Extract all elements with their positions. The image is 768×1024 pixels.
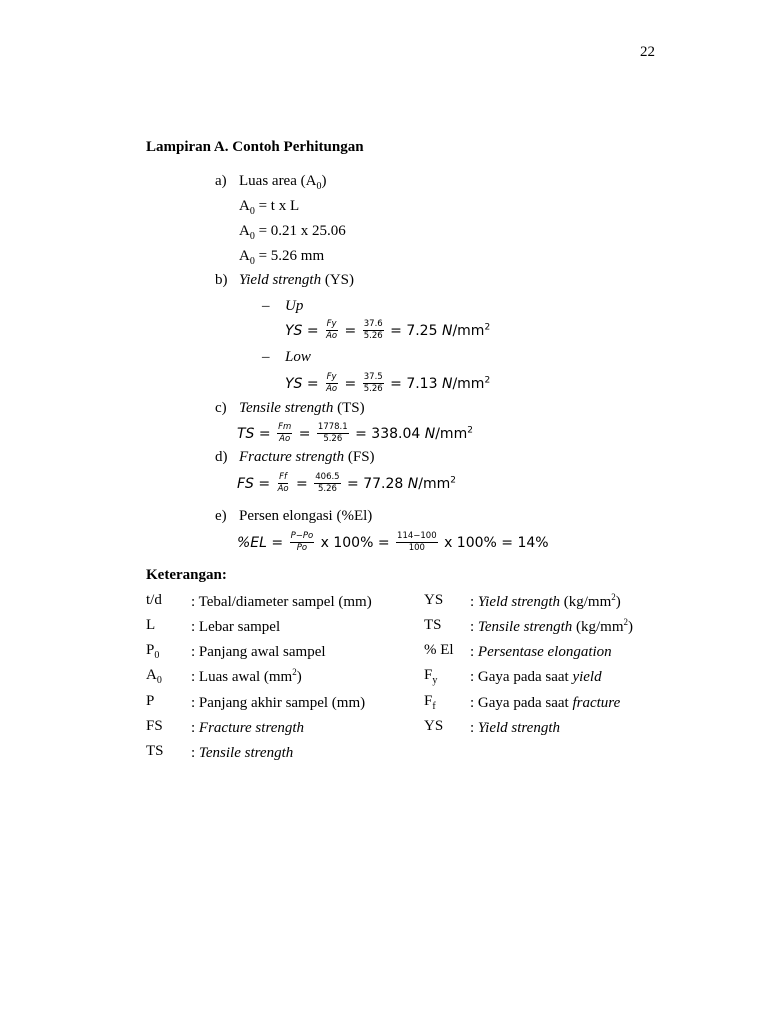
legend-description: : Gaya pada saat fracture [470, 695, 621, 711]
fracture-equation: FS = $\frac{Ff}{Ao}$ = $\frac{406.5}{5.26}$ = 77.28 $N/mm^2$ [237, 472, 456, 494]
item-b-title: Yield strength (YS) [239, 272, 355, 288]
low-label: Low [285, 349, 311, 365]
legend-symbol: TS [146, 743, 164, 759]
low-bullet: – [262, 349, 270, 365]
legend-heading: Keterangan: [146, 567, 227, 583]
up-label: Up [285, 298, 304, 314]
yield-up-equation: YS = $\frac{Fy}{Ao}$ = $\frac{37.6}{5.26}$ = 7.25 $N/mm^2$ [285, 319, 491, 341]
item-c-marker: c) [215, 400, 227, 416]
up-bullet: – [262, 298, 270, 314]
area-result-line: $A_0 = 5.26$ mm [239, 248, 325, 267]
item-e-title: Persen elongasi (%El) [239, 508, 373, 524]
legend-description: : Tensile strength [191, 745, 294, 761]
area-values-line: $A_0 = 0.21$ x 25.06 [239, 223, 346, 242]
item-a-title: Luas area $(A_0)$ [239, 173, 327, 192]
legend-description: : Panjang akhir sampel (mm) [191, 695, 366, 711]
legend-symbol: YS [424, 718, 444, 734]
legend-description: : Tensile strength $(kg/mm^2)$ [470, 617, 633, 635]
legend-symbol: TS [424, 617, 442, 633]
page-heading: Lampiran A. Contoh Perhitungan [146, 139, 364, 155]
legend-symbol: YS [424, 592, 444, 608]
elongation-equation: %EL = $\frac{P-Po}{Po}$ x 100% = $\frac{114-100}{100}$ x 100% = 14% [237, 531, 549, 553]
legend-symbol: $F_f$ [424, 693, 436, 712]
legend-symbol: $F_y$ [424, 667, 438, 686]
legend-description: : Luas awal $(mm^2)$ [191, 667, 302, 685]
legend-description: : Lebar sampel [191, 619, 281, 635]
legend-description: : Fracture strength [191, 720, 305, 736]
legend-description: : Tebal/diameter sampel (mm) [191, 594, 372, 610]
item-b-marker: b) [215, 272, 228, 288]
tensile-equation: TS = $\frac{Fm}{Ao}$ = $\frac{1778.1}{5.26}$ = 338.04 $N/mm^2$ [237, 422, 473, 444]
legend-symbol: L [146, 617, 156, 633]
item-d-title: Fracture strength (FS) [239, 449, 375, 465]
legend-symbol: % El [424, 642, 454, 658]
legend-description: : Gaya pada saat yield [470, 669, 602, 685]
legend-symbol: $P_0$ [146, 642, 160, 661]
item-c-title: Tensile strength (TS) [239, 400, 365, 416]
item-d-marker: d) [215, 449, 228, 465]
area-formula-line: $A_0 = t$ x L [239, 198, 300, 217]
legend-description: : Persentase elongation [470, 644, 612, 660]
legend-description: : Yield strength [470, 720, 561, 736]
page-number: 22 [640, 44, 655, 60]
legend-symbol: t/d [146, 592, 162, 608]
yield-low-equation: YS = $\frac{Fy}{Ao}$ = $\frac{37.5}{5.26}$ = 7.13 $N/mm^2$ [285, 372, 491, 394]
legend-description: : Panjang awal sampel [191, 644, 326, 660]
legend-symbol: FS [146, 718, 163, 734]
item-a-marker: a) [215, 173, 227, 189]
legend-symbol: P [146, 693, 155, 709]
item-e-marker: e) [215, 508, 227, 524]
legend-description: : Yield strength $(kg/mm^2)$ [470, 592, 621, 610]
legend-symbol: $A_0$ [146, 667, 162, 686]
